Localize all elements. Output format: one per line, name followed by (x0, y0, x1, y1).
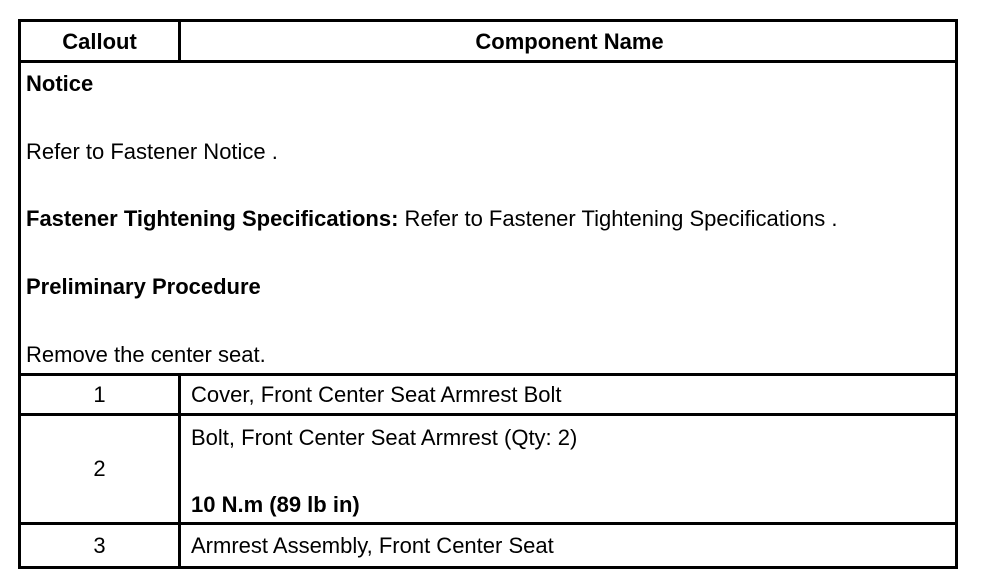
notice-title: Notice (26, 71, 94, 96)
preliminary-title: Preliminary Procedure (26, 274, 261, 299)
table-header (21, 22, 955, 63)
preliminary-text: Remove the center seat. (26, 342, 266, 367)
row-component-name: Bolt, Front Center Seat Armrest (Qty: 2) (191, 425, 578, 450)
fastener-spec-label: Fastener Tightening Specifications: (26, 206, 399, 231)
row-callout: 3 (21, 525, 181, 566)
row-component-name: Armrest Assembly, Front Center Seat (191, 533, 554, 558)
header-component-name: Component Name (475, 29, 664, 54)
row-callout: 1 (21, 376, 181, 413)
fastener-spec-text: Refer to Fastener Tightening Specifications . (398, 206, 838, 231)
torque-spec: 10 N.m (89 lb in) (191, 492, 360, 517)
notes-section (24, 63, 954, 375)
row-component-name: Cover, Front Center Seat Armrest Bolt (191, 382, 562, 407)
table-row (21, 525, 955, 566)
header-callout: Callout (21, 22, 181, 60)
row-callout: 2 (21, 416, 181, 522)
table-row (21, 376, 955, 413)
table-row (21, 416, 955, 522)
notice-text: Refer to Fastener Notice . (26, 139, 278, 164)
fastener-spec-line (26, 206, 837, 232)
